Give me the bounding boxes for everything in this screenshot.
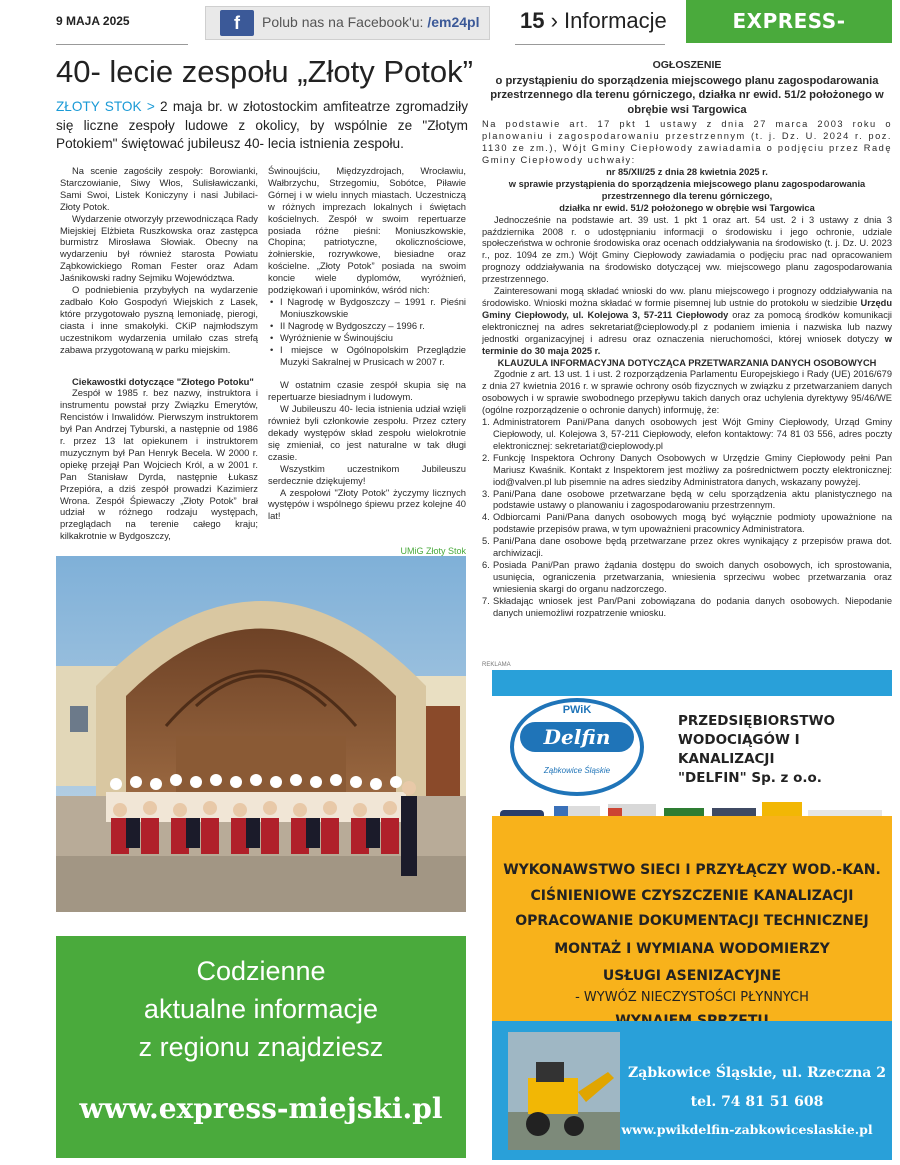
facebook-handle[interactable]: /em24pl bbox=[427, 14, 480, 30]
notice-intro: Na podstawie art. 17 pkt 1 ustawy z dnia 27 marca 2003 roku o planowaniu i zagospodarowaniu przestrzennym (t. j. Dz. U. 2024 r. poz. 1130 ze zm.), Wójt Gminy Ciepłowody zawiadamia o podjęciu przez Radę Gminy Ciepłowody uchwały: bbox=[482, 119, 892, 166]
service-item: WYKONAWSTWO SIECI I PRZYŁĄCZY WOD.-KAN. bbox=[503, 862, 881, 878]
section-name: › Informacje bbox=[550, 8, 667, 33]
paragraph: Jednocześnie na podstawie art. 39 ust. 1 pkt 1 oraz art. 54 ust. 2 i 3 ustawy z dnia 3 października 2008 r. o udostępnianiu informacji o środowisku i jego ochronie, udziale społeczeństwa w ochronie środowiska oraz ocenach oddziaływania na środowisko (t. j. Dz. U. 2023 r., poz. 1094 ze zm.) Wójt Gminy Ciepłowody zawiadamia o podjęciu prac nad opracowaniem prognozy oddziaływania na środowisko dotyczącej ww. miejscowego planu zagospodarowania przestrzennego. bbox=[482, 214, 892, 285]
article-lead bbox=[56, 98, 468, 154]
service-item: USŁUGI ASENIZACYJNE bbox=[602, 968, 782, 984]
issue-date: 9 MAJA 2025 bbox=[56, 14, 130, 28]
paragraph: Wydarzenie otworzyły przewodnicząca Rady Miejskiej Elżbieta Ruszkowska oraz zastępca burmistrz Mirosława Słowiak. Obecny na wydarzeniu był również starosta Powiatu Ząbkowickiego Roman Fester oraz Adam Jaśnikowski radny Sejmiku Województwa. bbox=[60, 212, 258, 284]
subheading: Ciekawostki dotyczące "Złotego Potoku" bbox=[72, 375, 254, 387]
list-item: • I Nagrodę w Bydgoszczy – 1991 r. Pieśni Moniuszkowskie bbox=[268, 296, 466, 320]
paragraph: Zespół w 1985 r. bez nazwy, instruktora i instrumentu powstał przy Związku Emerytów, Rencistów i Inwalidów. Pierwszym instruktorem był Pan Andrzej Tyburski, a następnie od 1986 r. przez 13 lat opiekunem i instruktorem muzycznym był Pan Henryk Becela. W 2000 r. opiekę przejął Pan Wojciech Król, a w 2001 r. Pan Stanisław Dyrda, następnie Łukasz Przepióra, a dziś zespół prowadzi Kazimierz Wrona. Zespół Śpiewaczy „Złoty Potok” brał udział w różnego rodzaju występach, przeglądach na terenie całego kraju; kilkakrotnie w Bydgoszczy, bbox=[60, 387, 258, 542]
ad-website-link[interactable]: www.pwikdelfin-zabkowiceslaskie.pl bbox=[621, 1122, 873, 1137]
logo-city: Ząbkowice Śląskie bbox=[543, 766, 611, 775]
photo-credit: UMiG Złoty Stok bbox=[400, 546, 466, 556]
resolution-title: działka nr ewid. 51/2 położonego w obrębie wsi Targowica bbox=[559, 202, 815, 213]
facebook-icon: f bbox=[220, 10, 254, 36]
deadline: w terminie do 30 maja 2025 r. bbox=[482, 333, 892, 356]
paragraph: W ostatnim czasie zespół skupia się na repertuarze biesiadnym i ludowym. bbox=[268, 379, 466, 403]
company-line: "DELFIN" Sp. z o.o. bbox=[678, 770, 822, 786]
company-line: PRZEDSIĘBIORSTWO bbox=[678, 713, 835, 729]
resolution-number: nr 85/XII/25 z dnia 28 kwietnia 2025 r. bbox=[606, 167, 768, 178]
list-item: • I miejsce w Ogólnopolskim Przeglądzie Muzyki Sakralnej w Prusicach w 2007 r. bbox=[268, 344, 466, 368]
facebook-prefix: Polub nas na Facebook'u: bbox=[262, 14, 424, 30]
service-item: - WYWÓZ NIECZYSTOŚCI PŁYNNYCH bbox=[575, 990, 809, 1005]
page-number: 15 bbox=[520, 8, 545, 33]
article-column-2 bbox=[268, 165, 466, 522]
office-address: Urzędu Gminy Ciepłowody, ul. Kolejowa 3, 57-211 Ciepłowody bbox=[482, 298, 892, 320]
header-divider-right bbox=[515, 44, 665, 45]
list-item: 6. Posiada Pani/Pan prawo żądania dostępu do swoich danych osobowych, ich sprostowania, usunięcia, ograniczenia przetwarzania, wniesienia sprzeciwu wobec przetwarzania oraz wniesienia skargi do organu nadzorczego. bbox=[482, 559, 892, 594]
ad-top-stripe bbox=[492, 670, 892, 696]
public-notice bbox=[482, 60, 892, 619]
paragraph bbox=[482, 286, 892, 357]
company-line: WODOCIĄGÓW I KANALIZACJI bbox=[678, 732, 800, 767]
list-item: 7. Składając wniosek jest Pan/Pani zobowiązana do podania danych osobowych. Niepodanie danych uniemożliwi rozpatrzenie wniosku. bbox=[482, 595, 892, 618]
list-item: 5. Pani/Pana dane osobowe będą przetwarzane przez okres wynikający z przepisów prawa dot. archiwizacji. bbox=[482, 536, 892, 559]
logo-top-text: PWiK bbox=[562, 704, 592, 716]
advertisement[interactable] bbox=[482, 670, 892, 1160]
brand-logo: EXPRESS-MIEJSKI.PL bbox=[686, 0, 892, 43]
list-item: • II Nagrodę w Bydgoszczy – 1996 r. bbox=[268, 320, 466, 332]
promo-line: Codzienne bbox=[196, 956, 326, 986]
service-item: MONTAŻ I WYMIANA WODOMIERZY bbox=[554, 941, 830, 957]
list-item: 1. Administratorem Pani/Pana danych osobowych jest Wójt Gminy Ciepłowody, Urząd Gminy Ciepłowody, ul. Kolejowa 3, 57-211 Ciepłowody, elefon kontaktowy: 74 81 03 556, adres poczty elektronicznej: sekretariat@cieplowody.pl bbox=[482, 417, 892, 451]
awards-list bbox=[268, 296, 466, 367]
promo-url-link[interactable]: www.express-miejski.pl bbox=[79, 1092, 443, 1125]
article-column-1 bbox=[60, 165, 258, 542]
resolution-title: w sprawie przystąpienia do sporządzenia miejscowego planu zagospodarowania przestrzennego dla terenu górniczego, bbox=[508, 178, 866, 201]
article-title: 40- lecie zespołu „Złoty Potok” bbox=[56, 54, 473, 89]
group-photo bbox=[56, 556, 466, 912]
group-photo-illustration bbox=[56, 556, 466, 912]
list-item: 2. Funkcję Inspektora Ochrony Danych Osobowych w Urzędzie Gminy Ciepłowody pełni Pan Mariusz Kwaśnik. Kontakt z Inspektorem jest możliwy za pośrednictwem poczty elektronicznej: iod@valven.pl lub pisemnie na adres siedziby Administratora danych, wskazany powyżej. bbox=[482, 452, 892, 487]
paragraph: Świnoujściu, Międzyzdrojach, Wrocławiu, Wałbrzychu, Strzegomiu, Sobótce, Piławie Górnej i w wielu innych miastach. Uczestniczą w różnych imprezach lokalnych i świętach kościelnych. Zespół w swoim repertuarze posiada różne pieśni: Moniuszkowskie, Chopina; patriotyczne, okolicznościowe, żołnierskie, rozrywkowe, biesiadne oraz kościelne. „Złoty Potok” posiada na swoim koncie wiele dyplomów, wyróżnień, podziękowań i upominków, wśród nich: bbox=[268, 165, 466, 296]
ad-phone[interactable]: tel. 74 81 51 608 bbox=[690, 1094, 824, 1110]
paragraph: Na scenie zagościły zespoły: Borowianki, Starczowianie, Siwy Włos, Sulisławiczanki, Sami Swoi, Listek Koniczyny i nasi Jubilaci- Złoty Potok. bbox=[60, 165, 258, 212]
lead-text: 2 maja br. w złotostockim amfiteatrze zgromadziły się liczne zespoły ludowe z okolicy, by wspólnie ze "Złotym Potokiem" świętować jubileusz 40- lecia istnienia zespołu. bbox=[56, 99, 468, 151]
company-name bbox=[678, 712, 888, 788]
header-divider bbox=[56, 44, 188, 45]
promo-banner[interactable] bbox=[56, 936, 466, 1158]
ad-label: REKLAMA bbox=[482, 662, 511, 668]
text: Zainteresowani mogą składać wnioski do ww. planu miejscowego i prognozy oddziaływania na środowisko. Wnioski można składać w formie pisemnej lub ustnie do protokołu w siedzibie bbox=[482, 286, 892, 308]
promo-line: z regionu znajdziesz bbox=[138, 1032, 384, 1062]
paragraph: Wszystkim uczestnikom Jubileuszu serdecznie dziękujemy! bbox=[268, 462, 466, 486]
ad-address: Ząbkowice Śląskie, ul. Rzeczna 2 bbox=[628, 1065, 886, 1081]
gdpr-heading: KLAUZULA INFORMACYJNA DOTYCZĄCA PRZETWARZANIA DANYCH OSOBOWYCH bbox=[497, 357, 877, 368]
gdpr-list bbox=[482, 417, 892, 619]
paragraph: W Jubileuszu 40- lecia istnienia udział wzięli również byli członkowie zespołu. Przez cztery dekady występów skład zespołu wielokrotnie się zmieniał, co jest naturalne w tak długi czasie. bbox=[268, 403, 466, 462]
lead-place: ZŁOTY STOK > bbox=[56, 99, 155, 114]
logo-name: Delfin bbox=[520, 722, 634, 752]
paragraph: O podniebienia przybyłych na wydarzenie zadbało Koło Gospodyń Wiejskich z Lasek, które przygotowało pyszną lemoniadę, pierogi, ciasta i inne smakołyki. CKiP najmłodszym uczestnikom wydarzenia umilało czas strefą zabawa przygotowaną w parku miejskim. bbox=[60, 284, 258, 355]
list-item: 3. Pani/Pana dane osobowe przetwarzane będą w celu sporządzenia aktu planistycznego na podstawie ustawy o planowaniu i zagospodarowaniu przestrzennym. bbox=[482, 488, 892, 511]
notice-heading: OGŁOSZENIE bbox=[652, 59, 722, 71]
page-number-section bbox=[520, 8, 667, 34]
notice-subject: o przystąpieniu do sporządzenia miejscowego planu zagospodarowania przestrzennego dla terenu górniczego, działka nr ewid. 51/2 położonego w obrębie wsi Targowica bbox=[490, 74, 884, 116]
promo-line: aktualne informacje bbox=[143, 994, 379, 1024]
service-item: OPRACOWANIE DOKUMENTACJI TECHNICZNEJ bbox=[515, 913, 869, 929]
paragraph: A zespołowi "Złoty Potok" życzymy licznych występów i wspólnego śpiewu przez kolejne 40 lat! bbox=[268, 486, 466, 522]
facebook-text[interactable] bbox=[262, 14, 479, 30]
text: oraz za pomocą środków komunikacji elektronicznej na adres sekretariat@cieplowody.pl z podaniem imienia i nazwiska lub nazwy jednostki organizacyjnej i adresu oraz oznaczenia nieruchomości, której wniosek dotyczy bbox=[482, 309, 892, 344]
gdpr-intro: Zgodnie z art. 13 ust. 1 i ust. 2 rozporządzenia Parlamentu Europejskiego i Rady (UE) 2016/679 z dnia 27 kwietnia 2016 r. w sprawie ochrony osób fizycznych w związku z przetwarzaniem danych osobowych i w sprawie swobodnego przepływu takich danych oraz uchylenia dyrektywy 95/46/WE (ogólne rozporządzenie o ochronie danych) informuję, że: bbox=[482, 369, 892, 416]
list-item: • Wyróżnienie w Świnoujściu bbox=[268, 332, 466, 344]
list-item: 4. Odbiorcami Pani/Pana danych osobowych mogą być wyłącznie podmioty upoważnione na podstawie przepisów prawa, w tym upoważnieni pracownicy Administratora. bbox=[482, 512, 892, 535]
service-item: CIŚNIENIOWE CZYSZCZENIE KANALIZACJI bbox=[530, 888, 854, 904]
